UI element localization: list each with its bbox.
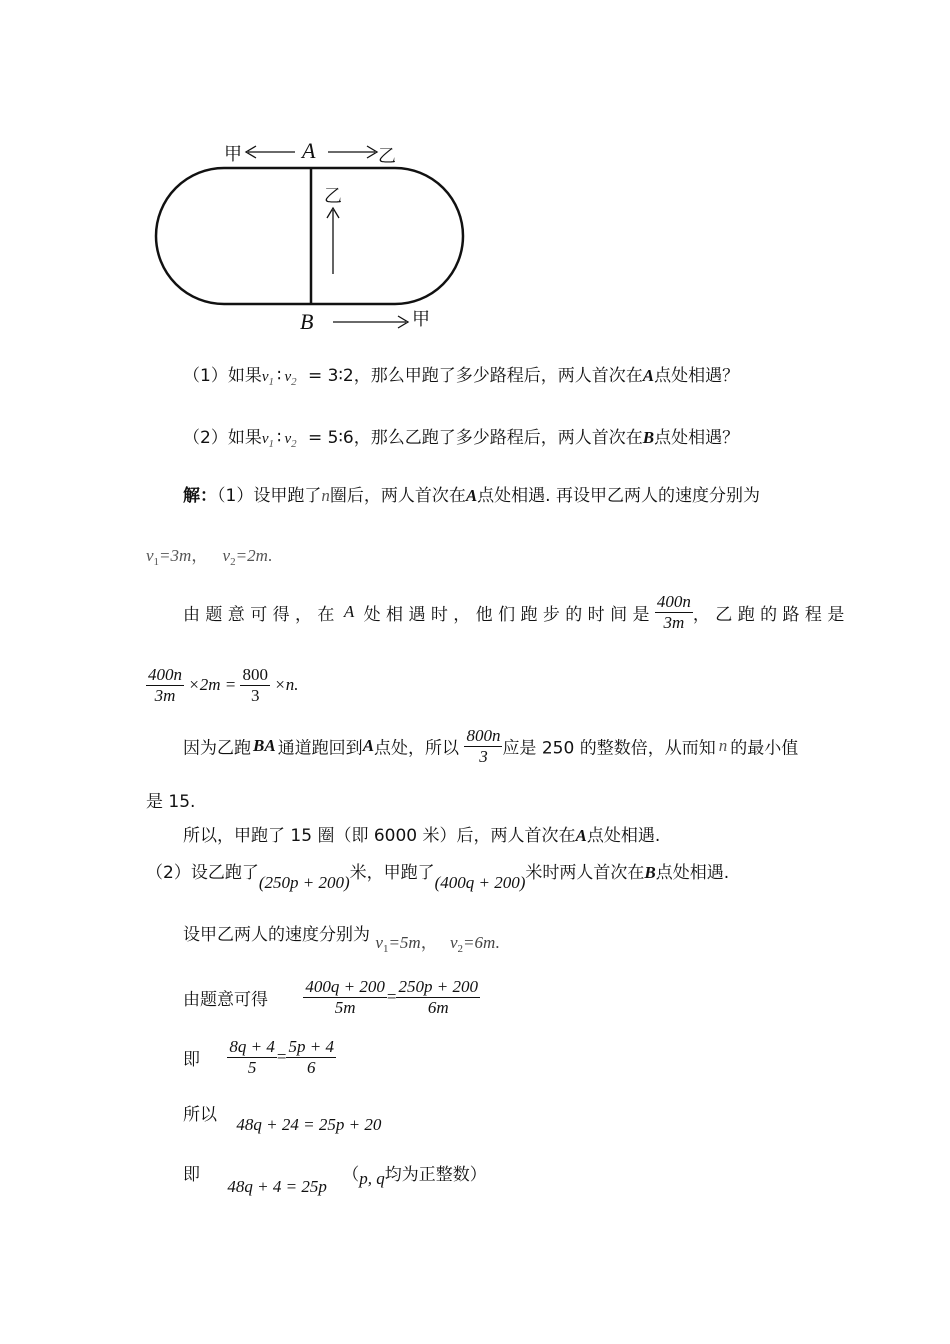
- l12-expr: 48q + 24 = 25p + 20: [236, 1115, 382, 1134]
- label-jia-bottom: 甲: [412, 309, 430, 330]
- question-2: [183, 423, 739, 450]
- l4-end: ×n.: [274, 675, 299, 695]
- q1-v2: $v_2$: [284, 369, 297, 388]
- q1-suffix: 点处相遇？: [654, 366, 740, 386]
- q1-ratio: = 3∶2，那么甲跑了多少路程后，两人首次在: [308, 366, 643, 386]
- question-1: [183, 361, 739, 388]
- solution-heading-colon: ：: [200, 486, 217, 506]
- sol-p1b: 圈后，两人首次在: [329, 486, 466, 506]
- l8c: 米时两人首次在: [525, 863, 645, 883]
- q1-point: A: [642, 366, 655, 385]
- q2-colon: ∶: [277, 428, 282, 448]
- solution-line-5: [183, 726, 798, 766]
- q2-suffix: 点处相遇？: [654, 428, 740, 448]
- l13-cond: 均为正整数）: [384, 1165, 487, 1185]
- l13-expr: 48q + 4 = 25p: [227, 1177, 327, 1196]
- l5-ba: BA: [253, 736, 276, 756]
- label-yi-top: 乙: [378, 146, 396, 167]
- sol-point-a: A: [465, 486, 478, 505]
- s1-v2-val: =2m: [235, 546, 268, 565]
- l5b: 通道跑回到: [277, 738, 363, 759]
- l9-speeds: $v_1=5m$， $v_2=6m$.: [375, 933, 500, 955]
- l11a: 即: [183, 1049, 200, 1070]
- q2-ratio: = 5∶6，那么乙跑了多少路程后，两人首次在: [308, 428, 643, 448]
- q1-v1: $v_1$: [261, 369, 274, 388]
- l8-expr-1: (250p + 200): [258, 873, 350, 892]
- sol-p1c: 点处相遇. 再设甲乙两人的速度分别为: [477, 486, 760, 506]
- fraction-250p: $\frac{250p + 200}{6m}$: [398, 977, 478, 1017]
- s1-v1-sub: 1: [153, 556, 160, 568]
- l3a: 由 题 意 可 得 ， 在: [183, 604, 335, 625]
- track-outline: [156, 168, 463, 304]
- l5d: 应是 250 的整数倍，从而知: [502, 738, 716, 759]
- l7a: 所以，甲跑了 15 圈（即 6000 米）后，两人首次在: [183, 826, 576, 846]
- fraction-5p: $\frac{5p + 4}{6}$: [288, 1037, 334, 1077]
- fraction-400n-3m: $\frac{400n}{3m}$: [148, 665, 182, 705]
- label-jia-top: 甲: [224, 144, 242, 165]
- l10a: 由题意可得: [183, 989, 268, 1010]
- q2-v2: $v_2$: [284, 431, 297, 450]
- s1-v2-sub: 2: [230, 556, 236, 568]
- solution-line-9: [183, 920, 500, 955]
- fraction-time: $\frac{400n}{3m}$: [656, 592, 691, 632]
- l13-pq: p, q: [359, 1169, 385, 1188]
- l5c: 点处，所以: [374, 738, 460, 759]
- s1-v1-val: =3m: [159, 546, 192, 565]
- q2-prefix: （2）如果: [183, 428, 262, 448]
- solution-line-7: [183, 821, 660, 846]
- l13a: 即: [183, 1165, 200, 1185]
- q1-colon: ∶: [277, 366, 282, 386]
- l7b: 点处相遇.: [586, 826, 661, 846]
- l8-expr-2: (400q + 200): [434, 873, 526, 892]
- solution-heading: 解: [183, 486, 200, 506]
- s1-v2: v: [222, 546, 231, 565]
- label-point-a: A: [302, 138, 316, 163]
- label-point-b: B: [300, 309, 314, 334]
- solution-line-11: [183, 1037, 336, 1077]
- l4-mid: ×2m =: [188, 675, 237, 695]
- solution-line-6: 是 15.: [146, 792, 196, 812]
- fraction-8q: $\frac{8q + 4}{5}$: [229, 1037, 275, 1077]
- l8-point-b: B: [644, 863, 656, 882]
- l3-point-a: A: [343, 602, 355, 622]
- l8a: （2）设乙跑了: [146, 863, 259, 883]
- fraction-400q: $\frac{400q + 200}{5m}$: [305, 977, 385, 1017]
- fraction-800n-3: $\frac{800n}{3}$: [466, 726, 501, 766]
- solution-line-13: [183, 1160, 487, 1196]
- sol-n: n: [321, 486, 330, 505]
- solution-line-4: [146, 665, 298, 705]
- solution-line-10: [183, 977, 480, 1017]
- l8d: 点处相遇.: [655, 863, 730, 883]
- l10-eq: =: [386, 987, 397, 1007]
- speeds-line-1: [146, 541, 272, 568]
- q1-prefix: （1）如果: [183, 366, 262, 386]
- l5a: 因为乙跑: [183, 738, 251, 759]
- solution-line-12: [183, 1100, 382, 1134]
- s1-v1: v: [146, 546, 154, 565]
- l3c: ， 乙 跑 的 路 程 是: [692, 604, 845, 625]
- l5e: 的最小值: [730, 738, 799, 759]
- l11-eq: =: [276, 1047, 287, 1067]
- l8b: 米，甲跑了: [349, 863, 435, 883]
- l9a: 设甲乙两人的速度分别为: [183, 925, 370, 945]
- q2-v1: $v_1$: [261, 431, 274, 450]
- l5-n: n: [718, 736, 728, 756]
- l5-point-a: A: [362, 736, 375, 756]
- solution-line-1: [183, 481, 760, 506]
- s1-end: .: [267, 546, 273, 565]
- s1-sep: ，: [191, 546, 209, 566]
- solution-line-8: [146, 858, 730, 892]
- l12a: 所以: [183, 1105, 217, 1125]
- sol-p1a: （1）设甲跑了: [217, 486, 322, 506]
- l7-point-a: A: [575, 826, 587, 845]
- l3b: 处 相 遇 时 ， 他 们 跑 步 的 时 间 是: [363, 604, 650, 625]
- solution-line-3: [183, 592, 844, 632]
- fraction-800-3: $\frac{800}{3}$: [242, 665, 268, 705]
- q2-point: B: [642, 428, 655, 447]
- l13-paren: （: [342, 1165, 360, 1185]
- label-yi-inner: 乙: [324, 186, 342, 207]
